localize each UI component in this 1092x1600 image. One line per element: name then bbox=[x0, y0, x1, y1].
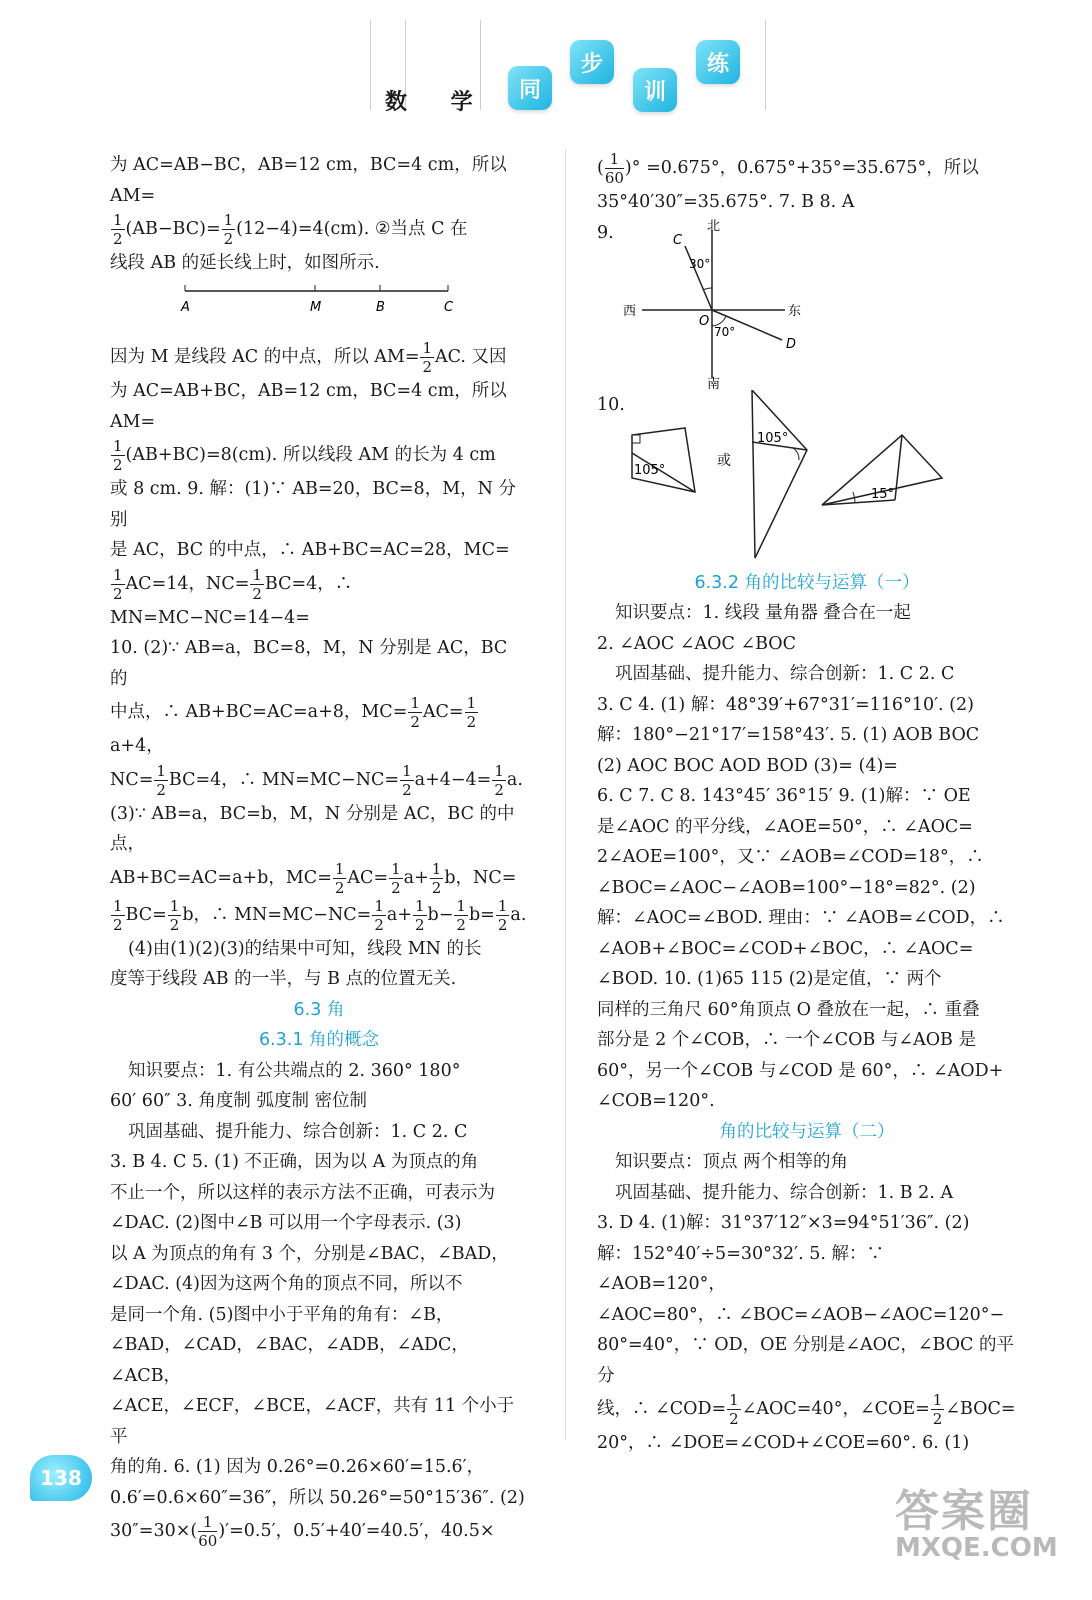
text-line: 2. ∠AOC ∠AOC ∠BOC bbox=[597, 633, 797, 654]
text-line: 80°=40°，∵ OD，OE 分别是∠AOC，∠BOC 的平分 bbox=[597, 1335, 1015, 1386]
fraction: $\frac{1}{2}$ bbox=[113, 565, 123, 603]
compass-block bbox=[597, 218, 1017, 390]
subsection-heading: 6.3.2 角的比较与运算（一） bbox=[694, 572, 920, 593]
text-line: 10. (2)∵ AB=a，BC=8，M，N 分别是 AC，BC 的 bbox=[110, 638, 508, 689]
right-column bbox=[597, 150, 1017, 1459]
subsection-heading: 6.3.1 角的概念 bbox=[258, 1030, 380, 1050]
watermark-url: MXQE.COM bbox=[895, 1533, 1058, 1563]
point-label-c: C bbox=[444, 299, 454, 315]
point-label-b: B bbox=[376, 299, 385, 315]
text-line: 度等于线段 AB 的一半，与 B 点的位置无关. bbox=[110, 969, 457, 989]
text-line: 因为 M 是线段 AC 的中点，所以 AM= $\frac{1}{2}$ AC. 又因 bbox=[110, 339, 507, 376]
text-line: ∠BAD，∠CAD，∠BAC，∠ADB，∠ADC，∠ACB， bbox=[110, 1335, 469, 1386]
text-line: AB+BC=AC=a+b，MC= $\frac{1}{2}$ AC= $\frac{1}{2}$ a+ $\frac{1}{2}$ b，NC= bbox=[110, 859, 517, 897]
fraction: $\frac{1}{2}$ bbox=[410, 694, 420, 731]
text-line: 是同一个角. (5)图中小于平角的角有：∠B， bbox=[110, 1304, 454, 1325]
compass-figure bbox=[597, 218, 1017, 390]
text-line: 2∠AOE=100°，又∵ ∠AOB=∠COD=18°，∴ bbox=[597, 847, 984, 867]
text-line: 0.6′=0.6×60″=36″，所以 50.26°=50°15′36″. (2) bbox=[110, 1487, 525, 1508]
segment-figure bbox=[110, 279, 528, 329]
text-line: 为 AC=AB−BC，AB=12 cm，BC=4 cm，所以 AM= bbox=[110, 155, 507, 206]
fraction: $\frac{1}{2}$ bbox=[113, 211, 123, 248]
fraction: $\frac{1}{2}$ bbox=[156, 761, 166, 799]
text-line: (3)∵ AB=a，BC=b，M，N 分别是 AC，BC 的中点， bbox=[110, 803, 515, 854]
text-line: $\frac{1}{2}$ AC=14，NC= $\frac{1}{2}$ BC=4，∴ MN=MC−NC=14−4= bbox=[110, 565, 353, 628]
badge-tong: 同 bbox=[508, 66, 552, 110]
angle-70-label: 70° bbox=[714, 324, 736, 339]
angle-105-label-2: 105° bbox=[757, 430, 789, 446]
angle-30-label: 30° bbox=[689, 256, 711, 271]
text-line: 为 AC=AB+BC，AB=12 cm，BC=4 cm，所以 AM= bbox=[110, 381, 507, 432]
text-line: 巩固基础、提升能力、综合创新：1. C 2. C bbox=[615, 664, 955, 684]
fraction: $\frac{1}{2}$ bbox=[334, 859, 345, 897]
text-line: 是∠AOC 的平分线，∠AOE=50°，∴ ∠AOC= bbox=[597, 816, 973, 837]
north-label: 北 bbox=[707, 218, 721, 234]
badge-bu: 步 bbox=[570, 40, 614, 84]
text-line: 3. D 4. (1)解：31°37′12″×3=94°51′36″. (2) bbox=[597, 1213, 970, 1233]
text-line: 角的角. 6. (1) 因为 0.26°=0.26×60′=15.6′， bbox=[110, 1457, 485, 1477]
text-line: ∠DAC. (2)图中∠B 可以用一个字母表示. (3) bbox=[110, 1213, 462, 1233]
text-line: NC= $\frac{1}{2}$ BC=4，∴ MN=MC−NC= $\frac{1}{2}$ a+4−4= $\frac{1}{2}$ a. bbox=[110, 761, 523, 799]
point-label-m: M bbox=[310, 299, 322, 315]
text-line: ∠BOD. 10. (1)65 115 (2)是定值，∵ 两个 bbox=[597, 969, 942, 989]
text-line: (2) AOC BOC AOD BOD (3)= (4)= bbox=[597, 755, 898, 776]
triangle-block bbox=[597, 390, 1017, 568]
text-line: 线，∴ ∠COD= $\frac{1}{2}$ ∠AOC=40°，∠COE= $\frac{1}{2}$ ∠BOC= bbox=[597, 1391, 1016, 1428]
fraction: $\frac{1}{2}$ bbox=[223, 211, 234, 248]
angle-105-label-1: 105° bbox=[634, 462, 666, 478]
text-line: 部分是 2 个∠COB，∴ 一个∠COB 与∠AOB 是 bbox=[597, 1030, 976, 1050]
text-line: 中点，∴ AB+BC=AC=a+8，MC= $\frac{1}{2}$ AC= $\frac{1}{2}$ a+4， bbox=[110, 694, 477, 756]
text-line: ∠COB=120°. bbox=[597, 1091, 715, 1111]
left-column bbox=[110, 150, 528, 1550]
text-line: 线段 AB 的延长线上时，如图所示. bbox=[110, 253, 380, 273]
text-line: ( $\frac{1}{60}$ )° =0.675°，0.675°+35°=35.675°，所以 bbox=[597, 150, 979, 187]
text-line: 20°，∴ ∠DOE=∠COD+∠COE=60°. 6. (1) bbox=[597, 1433, 970, 1453]
text-line: 3. B 4. C 5. (1) 不正确，因为以 A 为顶点的角 bbox=[110, 1152, 479, 1172]
text-line: ∠AOC=80°，∴ ∠BOC=∠AOB−∠AOC=120°− bbox=[597, 1304, 1005, 1325]
point-c-label: C bbox=[673, 232, 683, 248]
fraction: $\frac{1}{2}$ bbox=[252, 565, 262, 603]
text-line: ∠BOC=∠AOC−∠AOB=100°−18°=82°. (2) bbox=[597, 877, 976, 898]
south-label: 南 bbox=[707, 376, 721, 390]
badge-xun: 训 bbox=[633, 68, 677, 112]
text-line: 知识要点：1. 线段 量角器 叠合在一起 bbox=[615, 603, 911, 623]
question-number: 9. bbox=[597, 222, 614, 243]
text-line: 6. C 7. C 8. 143°45′ 36°15′ 9. (1)解：∵ OE bbox=[597, 786, 971, 806]
fraction: $\frac{1}{2}$ bbox=[113, 896, 123, 934]
fraction: $\frac{1}{2}$ bbox=[374, 896, 384, 934]
fraction: $\frac{1}{2}$ bbox=[391, 859, 401, 897]
text-line: 以 A 为顶点的角有 3 个，分别是∠BAC，∠BAD， bbox=[110, 1243, 509, 1264]
fraction: $\frac{1}{60}$ bbox=[198, 1513, 218, 1550]
text-line: 解：152°40′÷5=30°32′. 5. 解：∵ ∠AOB=120°， bbox=[597, 1243, 884, 1294]
fraction: $\frac{1}{2}$ bbox=[456, 896, 466, 934]
text-line: ∠AOB+∠BOC=∠COD+∠BOC，∴ ∠AOC= bbox=[597, 938, 974, 959]
question-number: 10. bbox=[597, 394, 625, 415]
fraction: $\frac{1}{2}$ bbox=[169, 896, 180, 934]
text-line: 巩固基础、提升能力、综合创新：1. B 2. A bbox=[615, 1182, 954, 1203]
watermark bbox=[895, 1475, 1058, 1563]
text-line: $\frac{1}{2}$ (AB+BC)=8(cm). 所以线段 AM 的长为 4 cm bbox=[113, 437, 496, 474]
fraction: $\frac{1}{2}$ bbox=[497, 896, 508, 934]
text-line: (4)由(1)(2)(3)的结果中可知，线段 MN 的长 bbox=[128, 938, 482, 959]
text-line: 巩固基础、提升能力、综合创新：1. C 2. C bbox=[128, 1121, 468, 1142]
text-line: 是 AC，BC 的中点，∴ AB+BC=AC=28，MC= bbox=[110, 540, 510, 560]
text-line: 60′ 60″ 3. 角度制 弧度制 密位制 bbox=[110, 1091, 368, 1111]
angle-15-label: 15° bbox=[871, 486, 895, 502]
fraction: $\frac{1}{2}$ bbox=[932, 1391, 943, 1428]
text-line: 知识要点：1. 有公共端点的 2. 360° 180° bbox=[128, 1060, 461, 1081]
text-line: 30″=30×( $\frac{1}{60}$ )′=0.5′，0.5′+40′=40.5′，40.5× bbox=[110, 1513, 495, 1550]
text-line: $\frac{1}{2}$ (AB−BC)= $\frac{1}{2}$ (12−4)=4(cm). ②当点 C 在 bbox=[113, 211, 468, 248]
fraction: $\frac{1}{2}$ bbox=[466, 694, 477, 731]
text-line: 3. C 4. (1) 解：48°39′+67°31′=116°10′. (2) bbox=[597, 694, 974, 715]
fraction: $\frac{1}{2}$ bbox=[402, 761, 412, 799]
fraction: $\frac{1}{2}$ bbox=[494, 761, 504, 799]
subsection-heading: 角的比较与运算（二） bbox=[719, 1121, 895, 1142]
page-number: 138 bbox=[30, 1455, 92, 1501]
fraction: $\frac{1}{2}$ bbox=[431, 859, 442, 897]
fraction: $\frac{1}{2}$ bbox=[415, 896, 425, 934]
text-line: 同样的三角尺 60°角顶点 O 叠放在一起，∴ 重叠 bbox=[597, 999, 980, 1020]
origin-label: O bbox=[699, 313, 710, 329]
text-line: ∠ACE，∠ECF，∠BCE，∠ACF，共有 11 个小于平 bbox=[110, 1396, 515, 1447]
text-line: 解：∠AOC=∠BOD. 理由：∵ ∠AOB=∠COD，∴ bbox=[597, 908, 1005, 928]
fraction: $\frac{1}{2}$ bbox=[729, 1391, 739, 1428]
east-label: 东 bbox=[788, 303, 802, 319]
point-d-label: D bbox=[786, 336, 797, 352]
text-line: 不止一个，所以这样的表示方法不正确，可表示为 bbox=[110, 1182, 495, 1203]
badge-lian: 练 bbox=[696, 40, 740, 84]
text-line: ∠DAC. (4)因为这两个角的顶点不同，所以不 bbox=[110, 1274, 463, 1294]
watermark-logo-text: 答案圈 bbox=[895, 1486, 1033, 1537]
point-label-a: A bbox=[181, 299, 190, 315]
triangle-figure bbox=[597, 390, 1017, 568]
fraction: $\frac{1}{60}$ bbox=[604, 150, 624, 187]
or-label: 或 bbox=[717, 452, 731, 469]
text-line: $\frac{1}{2}$ BC= $\frac{1}{2}$ b，∴ MN=MC−NC= $\frac{1}{2}$ a+ $\frac{1}{2}$ b− $\frac{1}{2}$ b= $\frac{1}{2}$ a. bbox=[113, 896, 527, 934]
text-line: 或 8 cm. 9. 解：(1)∵ AB=20，BC=8，M，N 分别 bbox=[110, 479, 516, 530]
fraction: $\frac{1}{2}$ bbox=[422, 339, 433, 376]
text-line: 35°40′30″=35.675°. 7. B 8. A bbox=[597, 192, 855, 212]
text-line: 60°，另一个∠COB 与∠COD 是 60°，∴ ∠AOD+ bbox=[597, 1060, 1004, 1081]
subject-title: 数 学 bbox=[385, 90, 491, 115]
section-heading: 6.3 角 bbox=[293, 999, 345, 1020]
west-label: 西 bbox=[623, 303, 637, 319]
text-line: 解：180°−21°17′=158°43′. 5. (1) AOB BOC bbox=[597, 725, 980, 745]
column-divider bbox=[565, 150, 566, 1440]
text-line: 知识要点：顶点 两个相等的角 bbox=[615, 1152, 849, 1172]
fraction: $\frac{1}{2}$ bbox=[113, 437, 123, 474]
